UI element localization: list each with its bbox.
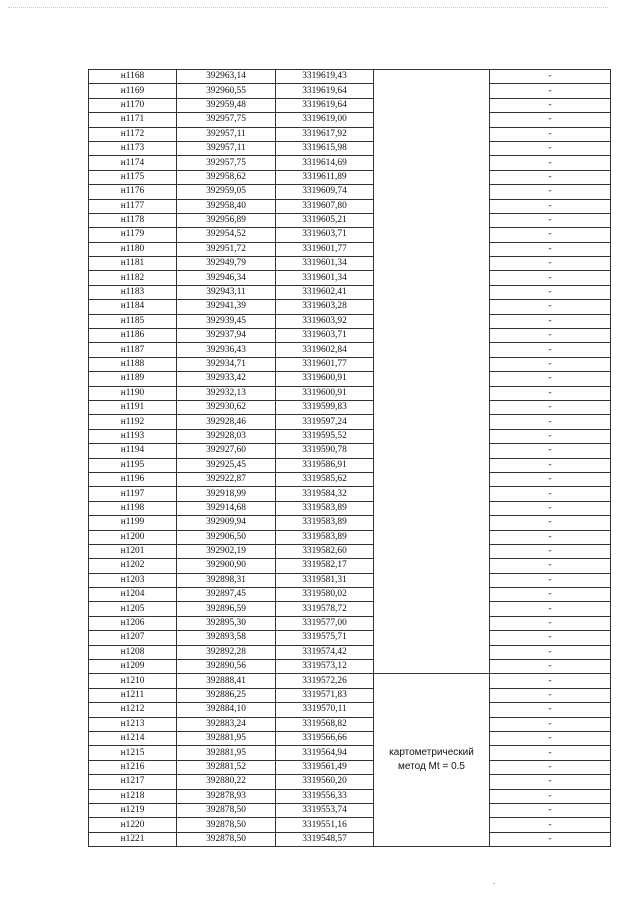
x-coordinate-cell: 392886,25 — [177, 688, 276, 702]
point-id-cell: н1178 — [89, 213, 177, 227]
y-coordinate-cell: 3319586,91 — [276, 458, 374, 472]
table-row — [89, 357, 611, 371]
point-id-cell: н1188 — [89, 357, 177, 371]
point-id-cell: н1200 — [89, 530, 177, 544]
y-coordinate-cell: 3319571,83 — [276, 688, 374, 702]
y-coordinate-cell: 3319575,71 — [276, 631, 374, 645]
point-id-cell: н1190 — [89, 386, 177, 400]
table-row — [89, 257, 611, 271]
y-coordinate-cell: 3319560,20 — [276, 775, 374, 789]
point-id-cell: н1182 — [89, 271, 177, 285]
accuracy-dash-cell: - — [490, 717, 611, 731]
method-cell: картометрический метод Mt = 0.5 — [374, 674, 490, 847]
table-row — [89, 775, 611, 789]
x-coordinate-cell: 392884,10 — [177, 703, 276, 717]
x-coordinate-cell: 392893,58 — [177, 631, 276, 645]
point-id-cell: н1173 — [89, 141, 177, 155]
y-coordinate-cell: 3319561,49 — [276, 760, 374, 774]
table-row — [89, 400, 611, 414]
y-coordinate-cell: 3319582,17 — [276, 559, 374, 573]
coordinates-table-body — [89, 70, 611, 847]
table-row — [89, 386, 611, 400]
y-coordinate-cell: 3319582,60 — [276, 544, 374, 558]
accuracy-dash-cell: - — [490, 544, 611, 558]
accuracy-dash-cell: - — [490, 429, 611, 443]
x-coordinate-cell: 392898,31 — [177, 573, 276, 587]
table-row — [89, 458, 611, 472]
table-row — [89, 645, 611, 659]
y-coordinate-cell: 3319619,64 — [276, 98, 374, 112]
x-coordinate-cell: 392892,28 — [177, 645, 276, 659]
y-coordinate-cell: 3319572,26 — [276, 674, 374, 688]
table-row — [89, 285, 611, 299]
table-row — [89, 141, 611, 155]
table-row — [89, 429, 611, 443]
y-coordinate-cell: 3319595,52 — [276, 429, 374, 443]
accuracy-dash-cell: - — [490, 573, 611, 587]
y-coordinate-cell: 3319585,62 — [276, 472, 374, 486]
coordinates-table — [88, 69, 611, 847]
table-row — [89, 703, 611, 717]
accuracy-dash-cell: - — [490, 285, 611, 299]
x-coordinate-cell: 392900,90 — [177, 559, 276, 573]
accuracy-dash-cell: - — [490, 213, 611, 227]
accuracy-dash-cell: - — [490, 185, 611, 199]
x-coordinate-cell: 392881,95 — [177, 731, 276, 745]
y-coordinate-cell: 3319617,92 — [276, 127, 374, 141]
point-id-cell: н1169 — [89, 84, 177, 98]
table-row — [89, 602, 611, 616]
y-coordinate-cell: 3319605,21 — [276, 213, 374, 227]
accuracy-dash-cell: - — [490, 242, 611, 256]
y-coordinate-cell: 3319584,32 — [276, 487, 374, 501]
y-coordinate-cell: 3319599,83 — [276, 400, 374, 414]
table-row — [89, 487, 611, 501]
y-coordinate-cell: 3319619,64 — [276, 84, 374, 98]
table-row — [89, 760, 611, 774]
y-coordinate-cell: 3319583,89 — [276, 516, 374, 530]
y-coordinate-cell: 3319597,24 — [276, 415, 374, 429]
y-coordinate-cell: 3319581,31 — [276, 573, 374, 587]
point-id-cell: н1180 — [89, 242, 177, 256]
point-id-cell: н1192 — [89, 415, 177, 429]
accuracy-dash-cell: - — [490, 98, 611, 112]
y-coordinate-cell: 3319603,28 — [276, 300, 374, 314]
x-coordinate-cell: 392957,11 — [177, 141, 276, 155]
table-row — [89, 300, 611, 314]
accuracy-dash-cell: - — [490, 818, 611, 832]
table-row — [89, 588, 611, 602]
x-coordinate-cell: 392954,52 — [177, 228, 276, 242]
table-row — [89, 746, 611, 760]
table-row — [89, 98, 611, 112]
accuracy-dash-cell: - — [490, 199, 611, 213]
y-coordinate-cell: 3319573,12 — [276, 660, 374, 674]
table-row — [89, 789, 611, 803]
point-id-cell: н1197 — [89, 487, 177, 501]
y-coordinate-cell: 3319601,34 — [276, 271, 374, 285]
point-id-cell: н1218 — [89, 789, 177, 803]
point-id-cell: н1170 — [89, 98, 177, 112]
x-coordinate-cell: 392933,42 — [177, 372, 276, 386]
point-id-cell: н1177 — [89, 199, 177, 213]
y-coordinate-cell: 3319607,80 — [276, 199, 374, 213]
point-id-cell: н1217 — [89, 775, 177, 789]
accuracy-dash-cell: - — [490, 588, 611, 602]
y-coordinate-cell: 3319602,41 — [276, 285, 374, 299]
x-coordinate-cell: 392922,87 — [177, 472, 276, 486]
table-row — [89, 271, 611, 285]
point-id-cell: н1208 — [89, 645, 177, 659]
y-coordinate-cell: 3319602,84 — [276, 343, 374, 357]
x-coordinate-cell: 392959,48 — [177, 98, 276, 112]
accuracy-dash-cell: - — [490, 257, 611, 271]
accuracy-dash-cell: - — [490, 386, 611, 400]
x-coordinate-cell: 392932,13 — [177, 386, 276, 400]
x-coordinate-cell: 392958,40 — [177, 199, 276, 213]
point-id-cell: н1196 — [89, 472, 177, 486]
x-coordinate-cell: 392928,46 — [177, 415, 276, 429]
point-id-cell: н1168 — [89, 70, 177, 84]
scan-header-noise — [8, 7, 608, 12]
x-coordinate-cell: 392956,89 — [177, 213, 276, 227]
point-id-cell: н1213 — [89, 717, 177, 731]
table-row — [89, 516, 611, 530]
table-row — [89, 444, 611, 458]
x-coordinate-cell: 392906,50 — [177, 530, 276, 544]
point-id-cell: н1220 — [89, 818, 177, 832]
point-id-cell: н1216 — [89, 760, 177, 774]
table-row — [89, 631, 611, 645]
accuracy-dash-cell: - — [490, 602, 611, 616]
accuracy-dash-cell: - — [490, 660, 611, 674]
point-id-cell: н1193 — [89, 429, 177, 443]
table-row — [89, 70, 611, 84]
x-coordinate-cell: 392902,19 — [177, 544, 276, 558]
table-row — [89, 199, 611, 213]
x-coordinate-cell: 392925,45 — [177, 458, 276, 472]
accuracy-dash-cell: - — [490, 746, 611, 760]
accuracy-dash-cell: - — [490, 444, 611, 458]
scan-speck — [493, 883, 495, 884]
point-id-cell: н1219 — [89, 803, 177, 817]
y-coordinate-cell: 3319600,91 — [276, 372, 374, 386]
table-row — [89, 717, 611, 731]
accuracy-dash-cell: - — [490, 731, 611, 745]
accuracy-dash-cell: - — [490, 703, 611, 717]
x-coordinate-cell: 392918,99 — [177, 487, 276, 501]
x-coordinate-cell: 392928,03 — [177, 429, 276, 443]
x-coordinate-cell: 392957,11 — [177, 127, 276, 141]
table-row — [89, 530, 611, 544]
table-row — [89, 84, 611, 98]
y-coordinate-cell: 3319548,57 — [276, 832, 374, 846]
x-coordinate-cell: 392943,11 — [177, 285, 276, 299]
accuracy-dash-cell: - — [490, 775, 611, 789]
y-coordinate-cell: 3319603,71 — [276, 329, 374, 343]
x-coordinate-cell: 392951,72 — [177, 242, 276, 256]
accuracy-dash-cell: - — [490, 343, 611, 357]
table-row — [89, 213, 611, 227]
x-coordinate-cell: 392878,50 — [177, 832, 276, 846]
point-id-cell: н1174 — [89, 156, 177, 170]
point-id-cell: н1215 — [89, 746, 177, 760]
accuracy-dash-cell: - — [490, 832, 611, 846]
table-row — [89, 559, 611, 573]
point-id-cell: н1187 — [89, 343, 177, 357]
accuracy-dash-cell: - — [490, 631, 611, 645]
accuracy-dash-cell: - — [490, 501, 611, 515]
point-id-cell: н1181 — [89, 257, 177, 271]
point-id-cell: н1176 — [89, 185, 177, 199]
y-coordinate-cell: 3319601,77 — [276, 357, 374, 371]
point-id-cell: н1194 — [89, 444, 177, 458]
y-coordinate-cell: 3319574,42 — [276, 645, 374, 659]
accuracy-dash-cell: - — [490, 458, 611, 472]
accuracy-dash-cell: - — [490, 141, 611, 155]
accuracy-dash-cell: - — [490, 760, 611, 774]
x-coordinate-cell: 392958,62 — [177, 170, 276, 184]
y-coordinate-cell: 3319564,94 — [276, 746, 374, 760]
y-coordinate-cell: 3319566,66 — [276, 731, 374, 745]
point-id-cell: н1211 — [89, 688, 177, 702]
table-row — [89, 127, 611, 141]
point-id-cell: н1205 — [89, 602, 177, 616]
x-coordinate-cell: 392890,56 — [177, 660, 276, 674]
accuracy-dash-cell: - — [490, 400, 611, 414]
table-row — [89, 242, 611, 256]
table-row — [89, 372, 611, 386]
x-coordinate-cell: 392957,75 — [177, 113, 276, 127]
y-coordinate-cell: 3319556,33 — [276, 789, 374, 803]
table-row — [89, 343, 611, 357]
point-id-cell: н1179 — [89, 228, 177, 242]
x-coordinate-cell: 392914,68 — [177, 501, 276, 515]
accuracy-dash-cell: - — [490, 357, 611, 371]
x-coordinate-cell: 392957,75 — [177, 156, 276, 170]
accuracy-dash-cell: - — [490, 487, 611, 501]
accuracy-dash-cell: - — [490, 674, 611, 688]
x-coordinate-cell: 392946,34 — [177, 271, 276, 285]
x-coordinate-cell: 392927,60 — [177, 444, 276, 458]
point-id-cell: н1184 — [89, 300, 177, 314]
y-coordinate-cell: 3319551,16 — [276, 818, 374, 832]
accuracy-dash-cell: - — [490, 113, 611, 127]
accuracy-dash-cell: - — [490, 70, 611, 84]
y-coordinate-cell: 3319590,78 — [276, 444, 374, 458]
x-coordinate-cell: 392934,71 — [177, 357, 276, 371]
table-row — [89, 113, 611, 127]
point-id-cell: н1201 — [89, 544, 177, 558]
accuracy-dash-cell: - — [490, 329, 611, 343]
x-coordinate-cell: 392881,52 — [177, 760, 276, 774]
y-coordinate-cell: 3319553,74 — [276, 803, 374, 817]
x-coordinate-cell: 392949,79 — [177, 257, 276, 271]
accuracy-dash-cell: - — [490, 789, 611, 803]
table-row — [89, 329, 611, 343]
x-coordinate-cell: 392960,55 — [177, 84, 276, 98]
point-id-cell: н1214 — [89, 731, 177, 745]
method-cell — [374, 70, 490, 674]
table-row — [89, 818, 611, 832]
y-coordinate-cell: 3319615,98 — [276, 141, 374, 155]
accuracy-dash-cell: - — [490, 156, 611, 170]
x-coordinate-cell: 392909,94 — [177, 516, 276, 530]
y-coordinate-cell: 3319614,69 — [276, 156, 374, 170]
point-id-cell: н1199 — [89, 516, 177, 530]
accuracy-dash-cell: - — [490, 688, 611, 702]
point-id-cell: н1210 — [89, 674, 177, 688]
point-id-cell: н1203 — [89, 573, 177, 587]
y-coordinate-cell: 3319580,02 — [276, 588, 374, 602]
point-id-cell: н1186 — [89, 329, 177, 343]
x-coordinate-cell: 392881,95 — [177, 746, 276, 760]
accuracy-dash-cell: - — [490, 415, 611, 429]
y-coordinate-cell: 3319601,34 — [276, 257, 374, 271]
point-id-cell: н1195 — [89, 458, 177, 472]
table-row — [89, 660, 611, 674]
y-coordinate-cell: 3319578,72 — [276, 602, 374, 616]
accuracy-dash-cell: - — [490, 559, 611, 573]
table-row — [89, 573, 611, 587]
accuracy-dash-cell: - — [490, 472, 611, 486]
x-coordinate-cell: 392878,93 — [177, 789, 276, 803]
x-coordinate-cell: 392939,45 — [177, 314, 276, 328]
accuracy-dash-cell: - — [490, 803, 611, 817]
x-coordinate-cell: 392896,59 — [177, 602, 276, 616]
accuracy-dash-cell: - — [490, 372, 611, 386]
y-coordinate-cell: 3319583,89 — [276, 530, 374, 544]
point-id-cell: н1175 — [89, 170, 177, 184]
table-row — [89, 156, 611, 170]
accuracy-dash-cell: - — [490, 616, 611, 630]
table-row — [89, 228, 611, 242]
y-coordinate-cell: 3319601,77 — [276, 242, 374, 256]
table-row — [89, 832, 611, 846]
table-row — [89, 170, 611, 184]
point-id-cell: н1209 — [89, 660, 177, 674]
x-coordinate-cell: 392930,62 — [177, 400, 276, 414]
y-coordinate-cell: 3319577,00 — [276, 616, 374, 630]
y-coordinate-cell: 3319603,71 — [276, 228, 374, 242]
x-coordinate-cell: 392880,22 — [177, 775, 276, 789]
x-coordinate-cell: 392941,39 — [177, 300, 276, 314]
x-coordinate-cell: 392897,45 — [177, 588, 276, 602]
point-id-cell: н1202 — [89, 559, 177, 573]
table-row — [89, 472, 611, 486]
table-row — [89, 185, 611, 199]
point-id-cell: н1212 — [89, 703, 177, 717]
y-coordinate-cell: 3319600,91 — [276, 386, 374, 400]
x-coordinate-cell: 392883,24 — [177, 717, 276, 731]
table-row — [89, 688, 611, 702]
point-id-cell: н1198 — [89, 501, 177, 515]
accuracy-dash-cell: - — [490, 127, 611, 141]
x-coordinate-cell: 392888,41 — [177, 674, 276, 688]
point-id-cell: н1221 — [89, 832, 177, 846]
accuracy-dash-cell: - — [490, 300, 611, 314]
x-coordinate-cell: 392895,30 — [177, 616, 276, 630]
table-row — [89, 674, 611, 688]
x-coordinate-cell: 392959,05 — [177, 185, 276, 199]
table-row — [89, 731, 611, 745]
table-row — [89, 803, 611, 817]
point-id-cell: н1183 — [89, 285, 177, 299]
point-id-cell: н1171 — [89, 113, 177, 127]
table-row — [89, 616, 611, 630]
table-row — [89, 415, 611, 429]
x-coordinate-cell: 392937,94 — [177, 329, 276, 343]
y-coordinate-cell: 3319619,00 — [276, 113, 374, 127]
x-coordinate-cell: 392878,50 — [177, 818, 276, 832]
accuracy-dash-cell: - — [490, 516, 611, 530]
point-id-cell: н1207 — [89, 631, 177, 645]
accuracy-dash-cell: - — [490, 271, 611, 285]
accuracy-dash-cell: - — [490, 228, 611, 242]
accuracy-dash-cell: - — [490, 530, 611, 544]
point-id-cell: н1206 — [89, 616, 177, 630]
point-id-cell: н1204 — [89, 588, 177, 602]
accuracy-dash-cell: - — [490, 170, 611, 184]
accuracy-dash-cell: - — [490, 314, 611, 328]
y-coordinate-cell: 3319611,89 — [276, 170, 374, 184]
y-coordinate-cell: 3319568,82 — [276, 717, 374, 731]
y-coordinate-cell: 3319603,92 — [276, 314, 374, 328]
y-coordinate-cell: 3319609,74 — [276, 185, 374, 199]
accuracy-dash-cell: - — [490, 84, 611, 98]
y-coordinate-cell: 3319570,11 — [276, 703, 374, 717]
point-id-cell: н1189 — [89, 372, 177, 386]
accuracy-dash-cell: - — [490, 645, 611, 659]
x-coordinate-cell: 392936,43 — [177, 343, 276, 357]
table-row — [89, 314, 611, 328]
point-id-cell: н1191 — [89, 400, 177, 414]
y-coordinate-cell: 3319583,89 — [276, 501, 374, 515]
point-id-cell: н1172 — [89, 127, 177, 141]
table-row — [89, 544, 611, 558]
x-coordinate-cell: 392878,50 — [177, 803, 276, 817]
point-id-cell: н1185 — [89, 314, 177, 328]
x-coordinate-cell: 392963,14 — [177, 70, 276, 84]
y-coordinate-cell: 3319619,43 — [276, 70, 374, 84]
table-row — [89, 501, 611, 515]
